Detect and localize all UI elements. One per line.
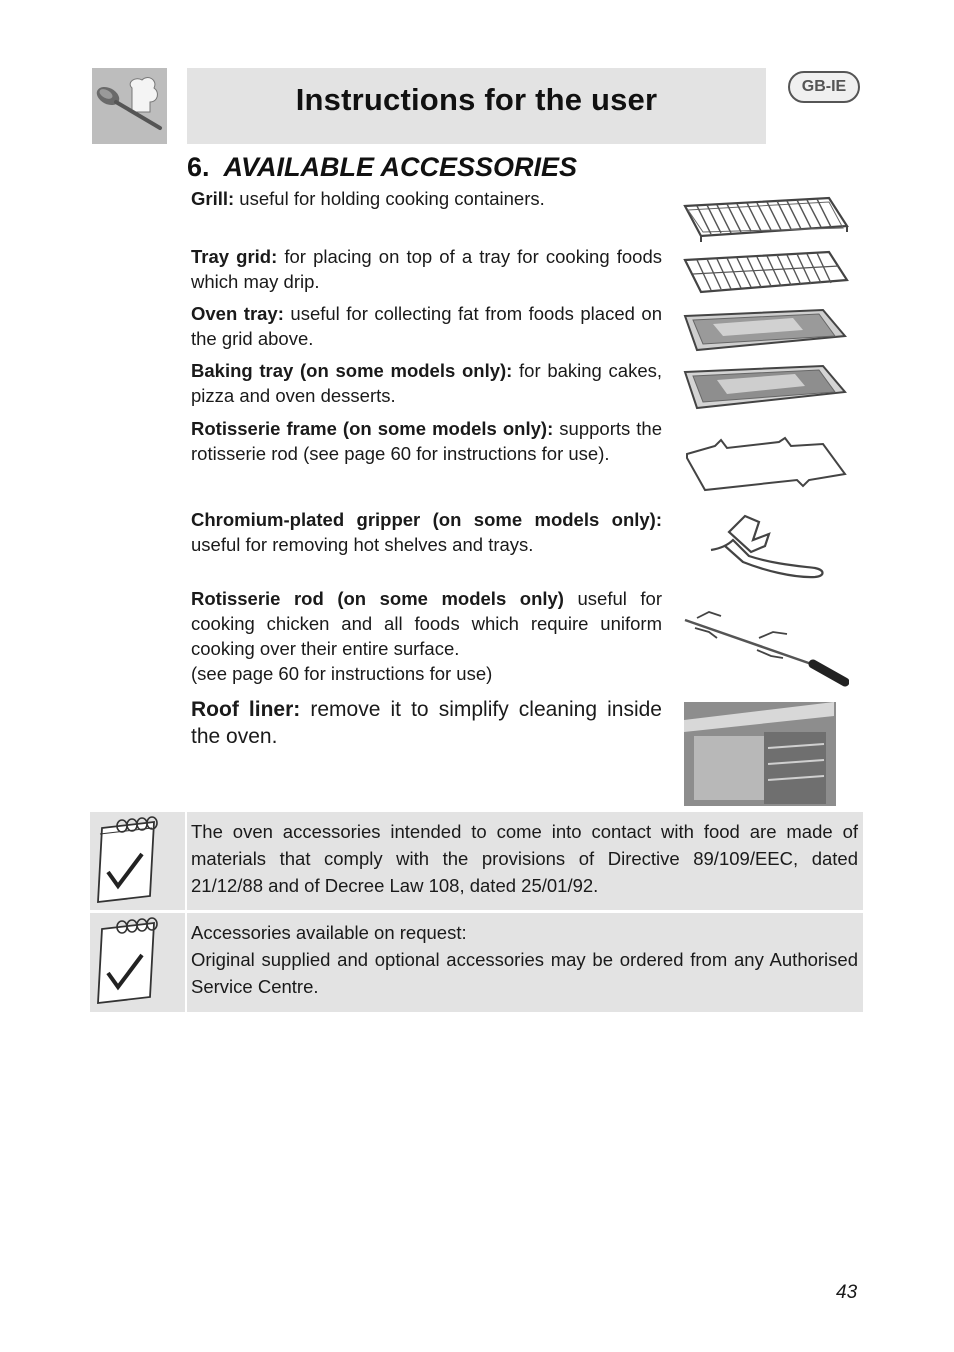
accessory-extra: (see page 60 for instructions for use) [191,663,493,684]
brand-logo [92,68,167,144]
baking-tray-icon [683,362,849,412]
accessory-roof-liner [191,696,662,750]
section-number: 6. [187,152,210,182]
spoon-chef-hat-icon [92,68,167,144]
note-line: The oven accessories intended to come into contact with food are made of materials that comply with the provisions of Directive 89/109/EEC, dated 21/12/88 and of Decree Law 108, dated 25/01/92. [191,821,858,896]
accessory-text: supports the rotisserie rod (see page 60 for instructions for use). [191,418,662,464]
section-heading [187,152,577,183]
accessory-gripper [191,507,662,557]
note-text [191,919,858,1000]
accessory-text: for baking cakes, pizza and oven desserts. [191,360,662,406]
note-icon-cell [90,812,185,910]
note-line: Accessories available on request: [191,922,467,943]
note-row-availability [90,913,863,1012]
accessory-grill [191,186,662,211]
accessory-text: useful for removing hot shelves and trays. [191,534,534,555]
note-text-cell [187,812,863,910]
page-title: Instructions for the user [295,82,658,117]
header-bar [187,68,766,144]
accessory-rotisserie-frame [191,416,662,466]
accessory-baking-tray [191,358,662,408]
tray-grid-icon [683,250,849,300]
roof-liner-icon [684,702,836,806]
oven-tray-icon [683,306,849,356]
notepad-check-icon [90,812,185,910]
language-badge: GB-IE [788,71,860,103]
accessory-name: Grill: [191,188,235,209]
rotisserie-rod-icon [683,604,849,690]
accessory-name: Oven tray: [191,303,284,324]
accessory-name: Chromium-plated gripper (on some models only): [191,509,662,530]
accessory-text: useful for holding cooking containers. [234,188,545,209]
note-row-compliance [90,812,863,910]
gripper-icon [703,510,827,580]
accessory-text: useful for cooking chicken and all foods which require uniform cooking over their entire surface. [191,588,662,659]
accessory-name: Roof liner: [191,698,301,721]
accessory-name: Rotisserie frame (on some models only): [191,418,554,439]
note-line: Original supplied and optional accessories may be ordered from any Authorised Service Centre. [191,949,858,997]
accessory-rotisserie-rod [191,586,662,686]
accessory-text: for placing on top of a tray for cooking foods which may drip. [191,246,662,292]
note-text [191,818,858,899]
accessory-text: remove it to simplify cleaning inside the oven. [191,698,662,748]
note-icon-cell [90,913,185,1012]
section-title: AVAILABLE ACCESSORIES [223,152,578,182]
accessory-name: Tray grid: [191,246,278,267]
notepad-check-icon [90,913,185,1012]
grill-rack-icon [683,196,849,246]
accessory-oven-tray [191,301,662,351]
accessory-tray-grid [191,244,662,294]
note-text-cell [187,913,863,1012]
accessory-text: useful for collecting fat from foods placed on the grid above. [191,303,662,349]
page-number: 43 [836,1282,858,1303]
accessory-name: Rotisserie rod (on some models only) [191,588,564,609]
rotisserie-frame-icon [683,436,849,494]
accessory-name: Baking tray (on some models only): [191,360,513,381]
